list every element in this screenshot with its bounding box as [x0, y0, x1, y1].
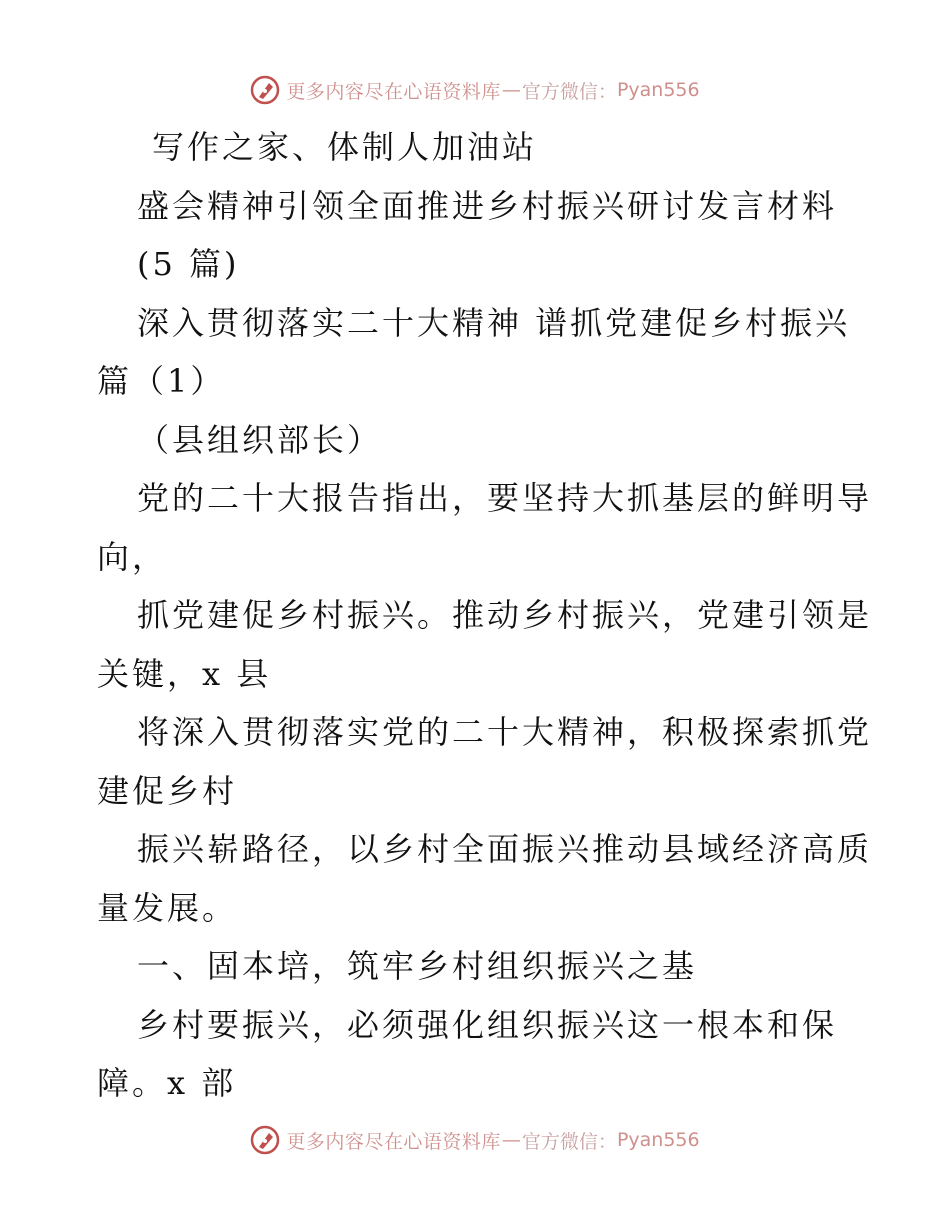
watermark-dash: — [501, 79, 521, 101]
paragraph-line: 抓党建促乡村振兴。推动乡村振兴，党建引领是 [137, 596, 873, 634]
paragraph-line: 建促乡村 [97, 772, 238, 810]
paragraph-line: 向， [97, 538, 168, 576]
paragraph-line: 振兴崭路径，以乡村全面振兴推动县域经济高质 [137, 830, 873, 868]
pen-nib-logo-icon [250, 1125, 280, 1155]
paragraph-line: 将深入贯彻落实党的二十大精神，积极探索抓党 [137, 713, 873, 751]
section-heading: 一、固本培，筑牢乡村组织振兴之基 [137, 947, 698, 985]
paragraph-line: 党的二十大报告指出，要坚持大抓基层的鲜明导 [137, 479, 873, 517]
document-title: 盛会精神引领全面推进乡村振兴研讨发言材料 [137, 187, 838, 225]
watermark-banner-top [0, 70, 950, 110]
document-title-count: (5 篇) [137, 245, 240, 283]
watermark-dash: — [501, 1129, 521, 1151]
paragraph-line: 量发展。 [97, 889, 238, 927]
article-title-line-2: 篇（1） [97, 362, 226, 400]
watermark-site-text: 更多内容尽在心语资料库 [286, 1130, 501, 1153]
paragraph-line: 乡村要振兴，必须强化组织振兴这一根本和保 [137, 1006, 838, 1044]
header-line: 写作之家、体制人加油站 [152, 128, 538, 166]
watermark-wechat-id: Pyan556 [616, 79, 700, 101]
watermark-site-text: 更多内容尽在心语资料库 [286, 80, 501, 103]
paragraph-line: 障。x 部 [97, 1064, 237, 1102]
watermark-wechat-label: 官方微信： [521, 80, 617, 103]
watermark-wechat-label: 官方微信： [521, 1130, 617, 1153]
author-line: （县组织部长） [137, 421, 383, 459]
article-title-line-1: 深入贯彻落实二十大精神 谱抓党建促乡村振兴 [137, 304, 851, 342]
watermark-wechat-id: Pyan556 [616, 1129, 700, 1151]
paragraph-line: 关键，x 县 [97, 655, 272, 693]
watermark-banner-bottom [0, 1120, 950, 1160]
pen-nib-logo-icon [250, 75, 280, 105]
